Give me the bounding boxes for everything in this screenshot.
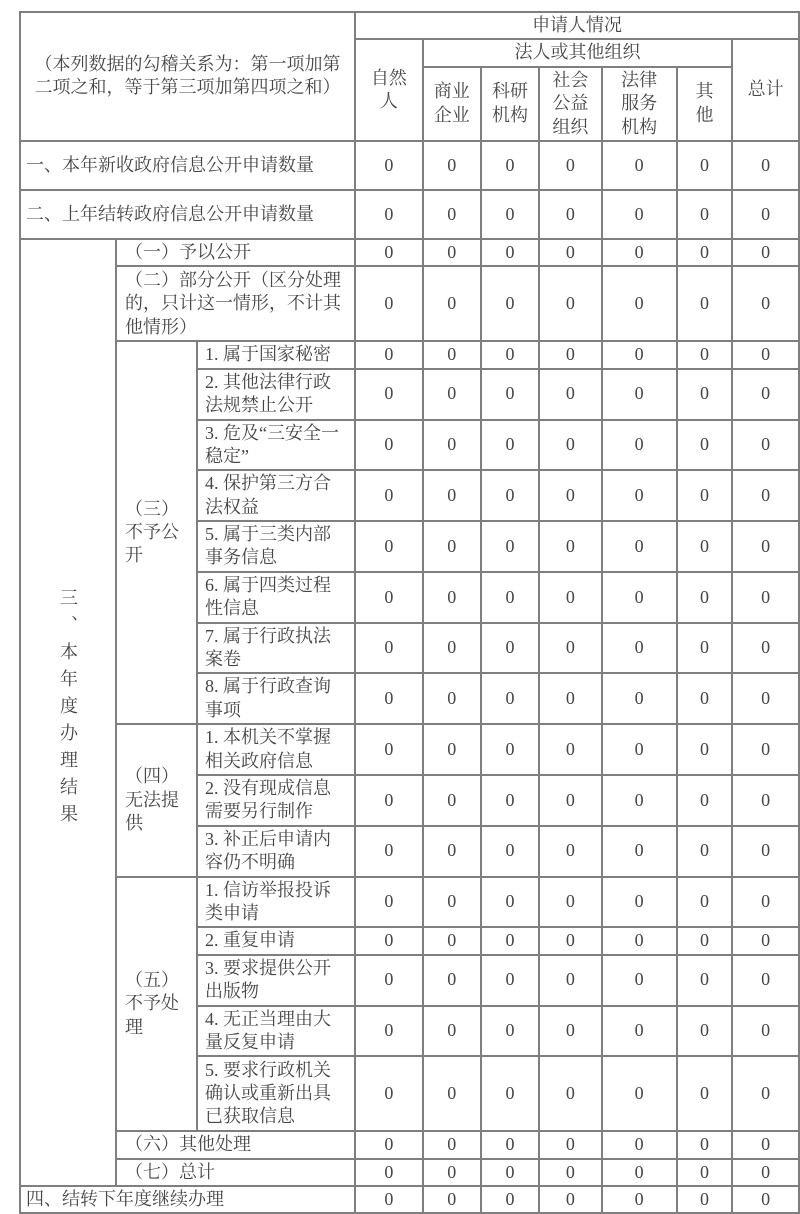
cell-value: 0 bbox=[602, 877, 677, 928]
cell-value: 0 bbox=[732, 826, 799, 877]
section-label-annual-results bbox=[20, 239, 116, 1186]
cell-value: 0 bbox=[355, 775, 422, 826]
cell-value: 0 bbox=[539, 877, 601, 928]
column-header-legal-service: 法律服务机构 bbox=[602, 67, 677, 141]
cell-value: 0 bbox=[355, 470, 422, 521]
cell-value: 0 bbox=[732, 1056, 799, 1131]
row-label: 2. 没有现成信息需要另行制作 bbox=[197, 775, 355, 826]
cell-value: 0 bbox=[481, 266, 539, 341]
disclosure-requests-table bbox=[19, 11, 800, 1214]
cell-value: 0 bbox=[355, 369, 422, 420]
cell-value: 0 bbox=[481, 141, 539, 190]
cell-value: 0 bbox=[423, 239, 481, 266]
cell-value: 0 bbox=[355, 521, 422, 572]
cell-value: 0 bbox=[602, 341, 677, 368]
row-label: 1. 信访举报投诉类申请 bbox=[197, 877, 355, 928]
cell-value: 0 bbox=[602, 420, 677, 471]
cell-value: 0 bbox=[481, 239, 539, 266]
cell-value: 0 bbox=[355, 1131, 422, 1158]
cell-value: 0 bbox=[481, 1131, 539, 1158]
row-label: 5. 属于三类内部事务信息 bbox=[197, 521, 355, 572]
subsection-label-not-disclosed: （三）不予公开 bbox=[116, 341, 197, 724]
cell-value: 0 bbox=[677, 190, 733, 239]
table-row bbox=[20, 190, 799, 239]
cell-value: 0 bbox=[677, 572, 733, 623]
cell-value: 0 bbox=[677, 1131, 733, 1158]
cell-value: 0 bbox=[481, 1056, 539, 1131]
cell-value: 0 bbox=[423, 826, 481, 877]
cell-value: 0 bbox=[355, 623, 422, 674]
cell-value: 0 bbox=[732, 877, 799, 928]
cell-value: 0 bbox=[732, 470, 799, 521]
table-row bbox=[20, 724, 799, 775]
cell-value: 0 bbox=[355, 955, 422, 1006]
column-header-legal-group: 法人或其他组织 bbox=[423, 39, 733, 66]
cell-value: 0 bbox=[732, 1006, 799, 1057]
cell-value: 0 bbox=[423, 724, 481, 775]
cell-value: 0 bbox=[481, 955, 539, 1006]
cell-value: 0 bbox=[732, 623, 799, 674]
cell-value: 0 bbox=[602, 141, 677, 190]
cell-value: 0 bbox=[355, 420, 422, 471]
cell-value: 0 bbox=[539, 266, 601, 341]
table-row bbox=[20, 341, 799, 368]
cell-value: 0 bbox=[677, 239, 733, 266]
cell-value: 0 bbox=[355, 1186, 422, 1213]
cell-value: 0 bbox=[677, 1159, 733, 1186]
column-header-other: 其他 bbox=[677, 67, 733, 141]
cell-value: 0 bbox=[481, 1159, 539, 1186]
cell-value: 0 bbox=[423, 1056, 481, 1131]
row-label: 二、上年结转政府信息公开申请数量 bbox=[20, 190, 355, 239]
cell-value: 0 bbox=[423, 266, 481, 341]
cell-value: 0 bbox=[423, 420, 481, 471]
cell-value: 0 bbox=[677, 826, 733, 877]
table-row bbox=[20, 141, 799, 190]
cell-value: 0 bbox=[732, 1159, 799, 1186]
cell-value: 0 bbox=[481, 1186, 539, 1213]
cell-value: 0 bbox=[539, 239, 601, 266]
cell-value: 0 bbox=[423, 955, 481, 1006]
cell-value: 0 bbox=[481, 521, 539, 572]
cell-value: 0 bbox=[539, 1159, 601, 1186]
row-label: 7. 属于行政执法案卷 bbox=[197, 623, 355, 674]
row-label: 8. 属于行政查询事项 bbox=[197, 673, 355, 724]
cell-value: 0 bbox=[732, 239, 799, 266]
row-label: （六）其他处理 bbox=[116, 1131, 355, 1158]
cell-value: 0 bbox=[481, 341, 539, 368]
cell-value: 0 bbox=[355, 1006, 422, 1057]
column-header-research: 科研机构 bbox=[481, 67, 539, 141]
cell-value: 0 bbox=[677, 927, 733, 954]
cell-value: 0 bbox=[481, 775, 539, 826]
cell-value: 0 bbox=[677, 955, 733, 1006]
column-header-commercial: 商业企业 bbox=[423, 67, 481, 141]
cell-value: 0 bbox=[423, 775, 481, 826]
cell-value: 0 bbox=[481, 623, 539, 674]
cell-value: 0 bbox=[539, 927, 601, 954]
row-label: 3. 补正后申请内容仍不明确 bbox=[197, 826, 355, 877]
cell-value: 0 bbox=[355, 826, 422, 877]
cell-value: 0 bbox=[423, 673, 481, 724]
cell-value: 0 bbox=[423, 341, 481, 368]
cell-value: 0 bbox=[602, 1159, 677, 1186]
cell-value: 0 bbox=[481, 927, 539, 954]
cell-value: 0 bbox=[732, 190, 799, 239]
cell-value: 0 bbox=[602, 190, 677, 239]
cell-value: 0 bbox=[355, 141, 422, 190]
cell-value: 0 bbox=[539, 1006, 601, 1057]
cell-value: 0 bbox=[481, 470, 539, 521]
row-label: 3. 要求提供公开出版物 bbox=[197, 955, 355, 1006]
cell-value: 0 bbox=[732, 341, 799, 368]
subsection-label-not-processed: （五）不予处理 bbox=[116, 877, 197, 1132]
cell-value: 0 bbox=[539, 470, 601, 521]
cell-value: 0 bbox=[602, 724, 677, 775]
cell-value: 0 bbox=[602, 1056, 677, 1131]
cell-value: 0 bbox=[423, 369, 481, 420]
table-row bbox=[20, 266, 799, 341]
cell-value: 0 bbox=[539, 724, 601, 775]
cell-value: 0 bbox=[677, 673, 733, 724]
cell-value: 0 bbox=[732, 775, 799, 826]
cell-value: 0 bbox=[423, 190, 481, 239]
cell-value: 0 bbox=[602, 1006, 677, 1057]
cell-value: 0 bbox=[677, 341, 733, 368]
cell-value: 0 bbox=[355, 190, 422, 239]
cell-value: 0 bbox=[677, 775, 733, 826]
cell-value: 0 bbox=[539, 623, 601, 674]
cell-value: 0 bbox=[732, 266, 799, 341]
cell-value: 0 bbox=[539, 190, 601, 239]
cell-value: 0 bbox=[423, 572, 481, 623]
row-label: 4. 无正当理由大量反复申请 bbox=[197, 1006, 355, 1057]
table-row bbox=[20, 1186, 799, 1213]
cell-value: 0 bbox=[481, 572, 539, 623]
cell-value: 0 bbox=[481, 190, 539, 239]
cell-value: 0 bbox=[677, 141, 733, 190]
cell-value: 0 bbox=[677, 1056, 733, 1131]
cell-value: 0 bbox=[355, 341, 422, 368]
cell-value: 0 bbox=[602, 927, 677, 954]
cell-value: 0 bbox=[677, 623, 733, 674]
cell-value: 0 bbox=[732, 1186, 799, 1213]
cell-value: 0 bbox=[481, 673, 539, 724]
row-label: 2. 重复申请 bbox=[197, 927, 355, 954]
cell-value: 0 bbox=[602, 775, 677, 826]
cell-value: 0 bbox=[355, 877, 422, 928]
cell-value: 0 bbox=[732, 369, 799, 420]
cell-value: 0 bbox=[732, 521, 799, 572]
cell-value: 0 bbox=[602, 521, 677, 572]
cell-value: 0 bbox=[539, 775, 601, 826]
column-header-natural-person: 自然人 bbox=[355, 39, 422, 141]
cell-value: 0 bbox=[539, 955, 601, 1006]
cell-value: 0 bbox=[481, 369, 539, 420]
cell-value: 0 bbox=[602, 623, 677, 674]
cell-value: 0 bbox=[481, 420, 539, 471]
cell-value: 0 bbox=[732, 955, 799, 1006]
cell-value: 0 bbox=[423, 141, 481, 190]
column-header-public-welfare: 社会公益组织 bbox=[539, 67, 601, 141]
cell-value: 0 bbox=[732, 724, 799, 775]
cell-value: 0 bbox=[602, 266, 677, 341]
cell-value: 0 bbox=[423, 1159, 481, 1186]
cell-value: 0 bbox=[602, 470, 677, 521]
row-label: 6. 属于四类过程性信息 bbox=[197, 572, 355, 623]
cell-value: 0 bbox=[732, 1131, 799, 1158]
cell-value: 0 bbox=[481, 826, 539, 877]
cell-value: 0 bbox=[732, 673, 799, 724]
corner-note: （本列数据的勾稽关系为：第一项加第二项之和，等于第三项加第四项之和） bbox=[20, 12, 355, 141]
cell-value: 0 bbox=[677, 877, 733, 928]
cell-value: 0 bbox=[539, 521, 601, 572]
row-label: 1. 属于国家秘密 bbox=[197, 341, 355, 368]
cell-value: 0 bbox=[423, 1186, 481, 1213]
cell-value: 0 bbox=[539, 369, 601, 420]
column-header-applicant-group: 申请人情况 bbox=[355, 12, 799, 39]
cell-value: 0 bbox=[355, 673, 422, 724]
cell-value: 0 bbox=[355, 239, 422, 266]
table-row bbox=[20, 1159, 799, 1186]
row-label: 3. 危及“三安全一稳定” bbox=[197, 420, 355, 471]
cell-value: 0 bbox=[677, 470, 733, 521]
cell-value: 0 bbox=[539, 673, 601, 724]
cell-value: 0 bbox=[539, 826, 601, 877]
cell-value: 0 bbox=[423, 1131, 481, 1158]
row-label: 2. 其他法律行政法规禁止公开 bbox=[197, 369, 355, 420]
cell-value: 0 bbox=[602, 673, 677, 724]
cell-value: 0 bbox=[355, 1159, 422, 1186]
cell-value: 0 bbox=[732, 927, 799, 954]
cell-value: 0 bbox=[677, 420, 733, 471]
cell-value: 0 bbox=[677, 521, 733, 572]
cell-value: 0 bbox=[677, 724, 733, 775]
section-label-text: 三、本年度办理结果 bbox=[58, 587, 78, 831]
cell-value: 0 bbox=[423, 521, 481, 572]
cell-value: 0 bbox=[602, 1186, 677, 1213]
row-label: 一、本年新收政府信息公开申请数量 bbox=[20, 141, 355, 190]
row-label: 4. 保护第三方合法权益 bbox=[197, 470, 355, 521]
cell-value: 0 bbox=[539, 1186, 601, 1213]
table-row bbox=[20, 1131, 799, 1158]
subsection-label-unable-to-provide: （四）无法提供 bbox=[116, 724, 197, 876]
row-label: 四、结转下年度继续办理 bbox=[20, 1186, 355, 1213]
row-label: 5. 要求行政机关确认或重新出具已获取信息 bbox=[197, 1056, 355, 1131]
cell-value: 0 bbox=[539, 1131, 601, 1158]
cell-value: 0 bbox=[602, 826, 677, 877]
row-label: 1. 本机关不掌握相关政府信息 bbox=[197, 724, 355, 775]
row-label: （一）予以公开 bbox=[116, 239, 355, 266]
cell-value: 0 bbox=[423, 470, 481, 521]
cell-value: 0 bbox=[355, 1056, 422, 1131]
cell-value: 0 bbox=[602, 239, 677, 266]
cell-value: 0 bbox=[423, 1006, 481, 1057]
cell-value: 0 bbox=[602, 955, 677, 1006]
cell-value: 0 bbox=[355, 927, 422, 954]
cell-value: 0 bbox=[355, 266, 422, 341]
table-row bbox=[20, 877, 799, 928]
cell-value: 0 bbox=[677, 1186, 733, 1213]
cell-value: 0 bbox=[423, 927, 481, 954]
cell-value: 0 bbox=[481, 724, 539, 775]
cell-value: 0 bbox=[602, 1131, 677, 1158]
cell-value: 0 bbox=[423, 623, 481, 674]
cell-value: 0 bbox=[481, 1006, 539, 1057]
cell-value: 0 bbox=[677, 369, 733, 420]
cell-value: 0 bbox=[539, 572, 601, 623]
cell-value: 0 bbox=[602, 369, 677, 420]
cell-value: 0 bbox=[539, 141, 601, 190]
cell-value: 0 bbox=[539, 420, 601, 471]
table-row bbox=[20, 239, 799, 266]
cell-value: 0 bbox=[732, 420, 799, 471]
cell-value: 0 bbox=[732, 572, 799, 623]
cell-value: 0 bbox=[481, 877, 539, 928]
cell-value: 0 bbox=[732, 141, 799, 190]
cell-value: 0 bbox=[539, 341, 601, 368]
row-label: （二）部分公开（区分处理的，只计这一情形，不计其他情形） bbox=[116, 266, 355, 341]
row-label: （七）总计 bbox=[116, 1159, 355, 1186]
cell-value: 0 bbox=[423, 877, 481, 928]
cell-value: 0 bbox=[677, 1006, 733, 1057]
header-row-1 bbox=[20, 12, 799, 39]
column-header-total: 总计 bbox=[732, 39, 799, 141]
cell-value: 0 bbox=[677, 266, 733, 341]
cell-value: 0 bbox=[355, 572, 422, 623]
cell-value: 0 bbox=[355, 724, 422, 775]
cell-value: 0 bbox=[602, 572, 677, 623]
cell-value: 0 bbox=[539, 1056, 601, 1131]
